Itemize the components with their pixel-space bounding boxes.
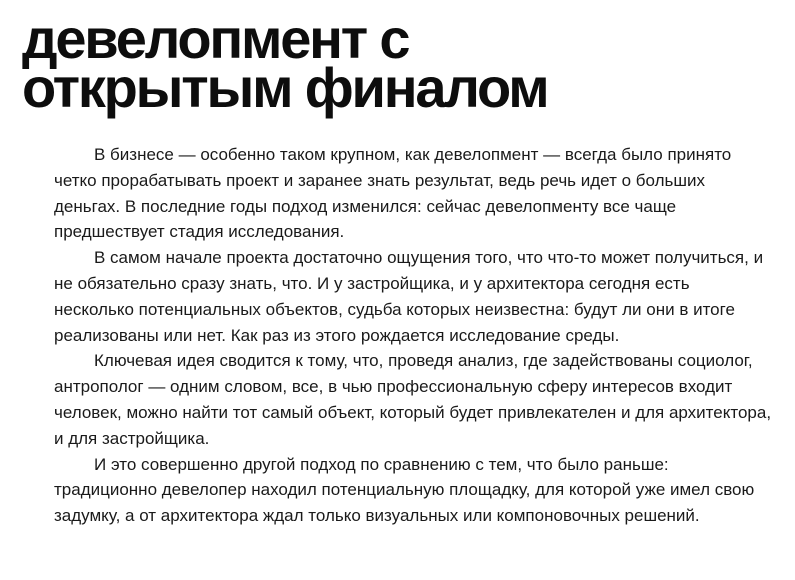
paragraph: В бизнесе — особенно таком крупном, как девелопмент — всегда было принято четко прорабатывать проект и заранее знать результат, ведь речь идет о больших деньгах. В последние годы подход изменился: сейчас девелопменту все чаще предшествует стадия исследования.	[54, 145, 732, 242]
paragraph: Ключевая идея сводится к тому, что, проведя анализ, где задействованы социолог, антрополог — одним словом, все, в чью профессиональную сферу интересов входит человек, можно найти тот самый объект, который будет привлекателен и для архитектора, и для застройщика.	[54, 351, 772, 448]
headline-line-2: открытым финалом	[22, 56, 548, 119]
article-headline	[22, 7, 548, 119]
headline-line-1: девелопмент с	[22, 7, 409, 70]
paragraph: И это совершенно другой подход по сравнению с тем, что было раньше: традиционно девелопер находил потенциальную площадку, для которой уже имел свою задумку, а от архитектора ждал только визуальных или компоновочных решений.	[54, 454, 755, 526]
paragraph: В самом начале проекта достаточно ощущения того, что что-то может получиться, и не обязательно сразу знать, что. И у застройщика, и у архитектора сегодня есть несколько потенциальных объектов, судьба которых неизвестна: будут ли они в итоге реализованы или нет. Как раз из этого рождается исследование среды.	[54, 248, 764, 345]
article-body	[54, 142, 774, 529]
